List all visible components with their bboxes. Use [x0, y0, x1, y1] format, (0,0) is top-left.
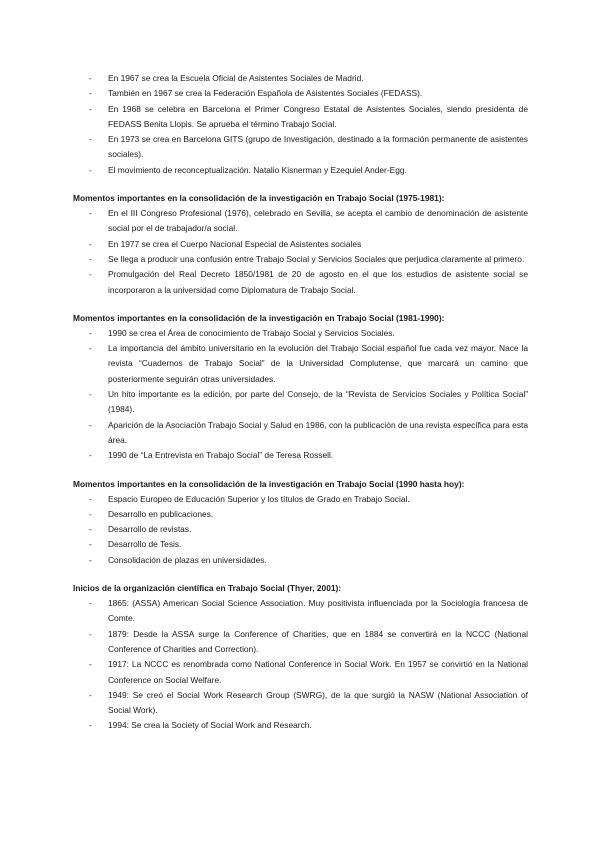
- bullet-list: [73, 492, 528, 568]
- bullet-dash: -: [89, 628, 92, 639]
- list-item: [73, 718, 528, 733]
- bullet-list: [73, 596, 528, 734]
- list-item-text: Aparición de la Asociación Trabajo Social y Salud en 1986, con la publicación de una revista específica para esta área.: [108, 419, 528, 445]
- bullet-dash: -: [89, 539, 92, 550]
- list-item: [73, 252, 528, 267]
- list-item: [73, 537, 528, 552]
- bullet-dash: -: [89, 524, 92, 535]
- list-item-text: En 1967 se crea la Escuela Oficial de Asistentes Sociales de Madrid.: [108, 73, 364, 83]
- section-1981-1990: [73, 311, 528, 464]
- bullet-dash: -: [89, 508, 92, 519]
- bullet-dash: -: [89, 238, 92, 249]
- bullet-dash: -: [89, 450, 92, 461]
- bullet-dash: -: [89, 389, 92, 400]
- list-item: [73, 267, 528, 298]
- list-item-text: 1990 se crea el Área de conocimiento de Trabajo Social y Servicios Sociales.: [108, 327, 395, 338]
- bullet-dash: -: [89, 598, 92, 609]
- list-item-text: Desarrollo de revistas.: [108, 524, 192, 535]
- list-item: [73, 492, 528, 507]
- list-item-text: 1917: La NCCC es renombrada como National Conference in Social Work. En 1957 se convirtió en la National Conference on Social Welfare.: [108, 659, 528, 685]
- list-item: [73, 341, 528, 387]
- list-item: [73, 86, 528, 101]
- list-item-text: 1990 de “La Entrevista en Trabajo Social” de Teresa Rossell.: [108, 450, 334, 461]
- list-item: [73, 627, 528, 658]
- bullet-dash: -: [89, 554, 92, 565]
- bullet-dash: -: [89, 689, 92, 700]
- bullet-list: [73, 206, 528, 298]
- section-1975-1981: [73, 191, 528, 298]
- list-item-text: Se llega a producir una confusión entre Trabajo Social y Servicios Sociales que perjudica claramente al primero.: [108, 253, 525, 264]
- section-intro: [73, 71, 528, 178]
- list-item: [73, 237, 528, 252]
- list-item: [73, 326, 528, 341]
- list-item: [73, 507, 528, 522]
- list-item: [73, 387, 528, 418]
- list-item-text: Un hito importante es la edición, por parte del Consejo, de la “Revista de Servicios Sociales y Política Social” (1984).: [108, 389, 528, 415]
- list-item: [73, 448, 528, 463]
- section-heading: Momentos importantes en la consolidación de la investigación en Trabajo Social (1990 hasta hoy):: [73, 478, 465, 489]
- bullet-dash: -: [89, 343, 92, 354]
- list-item: [73, 71, 528, 86]
- bullet-list: [73, 326, 528, 464]
- list-item: [73, 688, 528, 719]
- document-content: [73, 71, 528, 747]
- list-item: [73, 132, 528, 163]
- bullet-dash: -: [89, 103, 92, 114]
- list-item: [73, 657, 528, 688]
- list-item-text: Espacio Europeo de Educación Superior y los títulos de Grado en Trabajo Social.: [108, 493, 410, 504]
- list-item: [73, 596, 528, 627]
- list-item-text: 1949: Se creó el Social Work Research Group (SWRG), de la que surgió la NASW (National Association of Social Work).: [108, 689, 528, 716]
- section-thyer-2001: [73, 581, 528, 734]
- bullet-dash: -: [89, 253, 92, 264]
- bullet-list: [73, 71, 528, 178]
- list-item-text: Desarrollo de Tesis.: [108, 539, 182, 550]
- list-item-text: 1994: Se crea la Society of Social Work and Research.: [108, 720, 312, 731]
- list-item-text: En el III Congreso Profesional (1976), celebrado en Sevilla, se acepta el cambio de denominación de asistente social por el de trabajador/a social.: [108, 208, 528, 234]
- list-item-text: 1879: Desde la ASSA surge la Conference of Charities, que en 1884 se convertirá en la NCCC (National Conference of Charities and Correction).: [108, 628, 528, 654]
- bullet-dash: -: [89, 493, 92, 504]
- bullet-dash: -: [89, 164, 92, 175]
- list-item-text: En 1968 se celebra en Barcelona el Primer Congreso Estatal de Asistentes Sociales, siendo presidenta de FEDASS Benita Llopis. Se aprueba el término Trabajo Social.: [108, 103, 528, 129]
- bullet-dash: -: [89, 208, 92, 219]
- bullet-dash: -: [89, 419, 92, 430]
- bullet-dash: -: [89, 73, 92, 83]
- section-1990-hoy: [73, 477, 528, 568]
- list-item-text: También en 1967 se crea la Federación Española de Asistentes Sociales (FEDASS).: [108, 88, 423, 99]
- list-item: [73, 206, 528, 237]
- section-heading: Momentos importantes en la consolidación de la investigación en Trabajo Social (1981-1990):: [73, 312, 445, 323]
- list-item-text: 1865: (ASSA) American Social Science Association. Muy positivista influenciada por la Sociología francesa de Comte.: [108, 598, 528, 624]
- list-item: [73, 163, 528, 178]
- list-item-text: La importancia del ámbito universitario en la evolución del Trabajo Social español fue cada vez mayor. Nace la revista “Cuadernos de Trabajo Social” de la Universidad Complutense, que marcará un camino que posteriormente seguirán otras universidades.: [108, 343, 528, 384]
- list-item: [73, 102, 528, 133]
- bullet-dash: -: [89, 269, 92, 280]
- bullet-dash: -: [89, 134, 92, 145]
- list-item-text: En 1977 se crea el Cuerpo Nacional Especial de Asistentes sociales: [108, 238, 362, 249]
- list-item-text: En 1973 se crea en Barcelona GITS (grupo de Investigación, destinado a la formación permanente de asistentes sociales).: [108, 134, 528, 160]
- bullet-dash: -: [89, 327, 92, 338]
- bullet-dash: -: [89, 720, 92, 731]
- list-item: [73, 522, 528, 537]
- list-item-text: Promulgación del Real Decreto 1850/1981 de 20 de agosto en el que los estudios de asistente social se incorporaron a la universidad como Diplomatura de Trabajo Social.: [108, 269, 528, 295]
- list-item-text: Desarrollo en publicaciones.: [108, 508, 214, 519]
- section-heading: Momentos importantes en la consolidación de la investigación en Trabajo Social (1975-1981):: [73, 193, 445, 204]
- bullet-dash: -: [89, 88, 92, 99]
- list-item-text: Consolidación de plazas en universidades.: [108, 554, 267, 565]
- list-item: [73, 418, 528, 449]
- list-item: [73, 553, 528, 568]
- list-item-text: El movimiento de reconceptualización. Natalio Kisnerman y Ezequiel Ander-Egg.: [108, 164, 407, 175]
- bullet-dash: -: [89, 659, 92, 670]
- section-heading: Inicios de la organización científica en Trabajo Social (Thyer, 2001):: [73, 583, 342, 594]
